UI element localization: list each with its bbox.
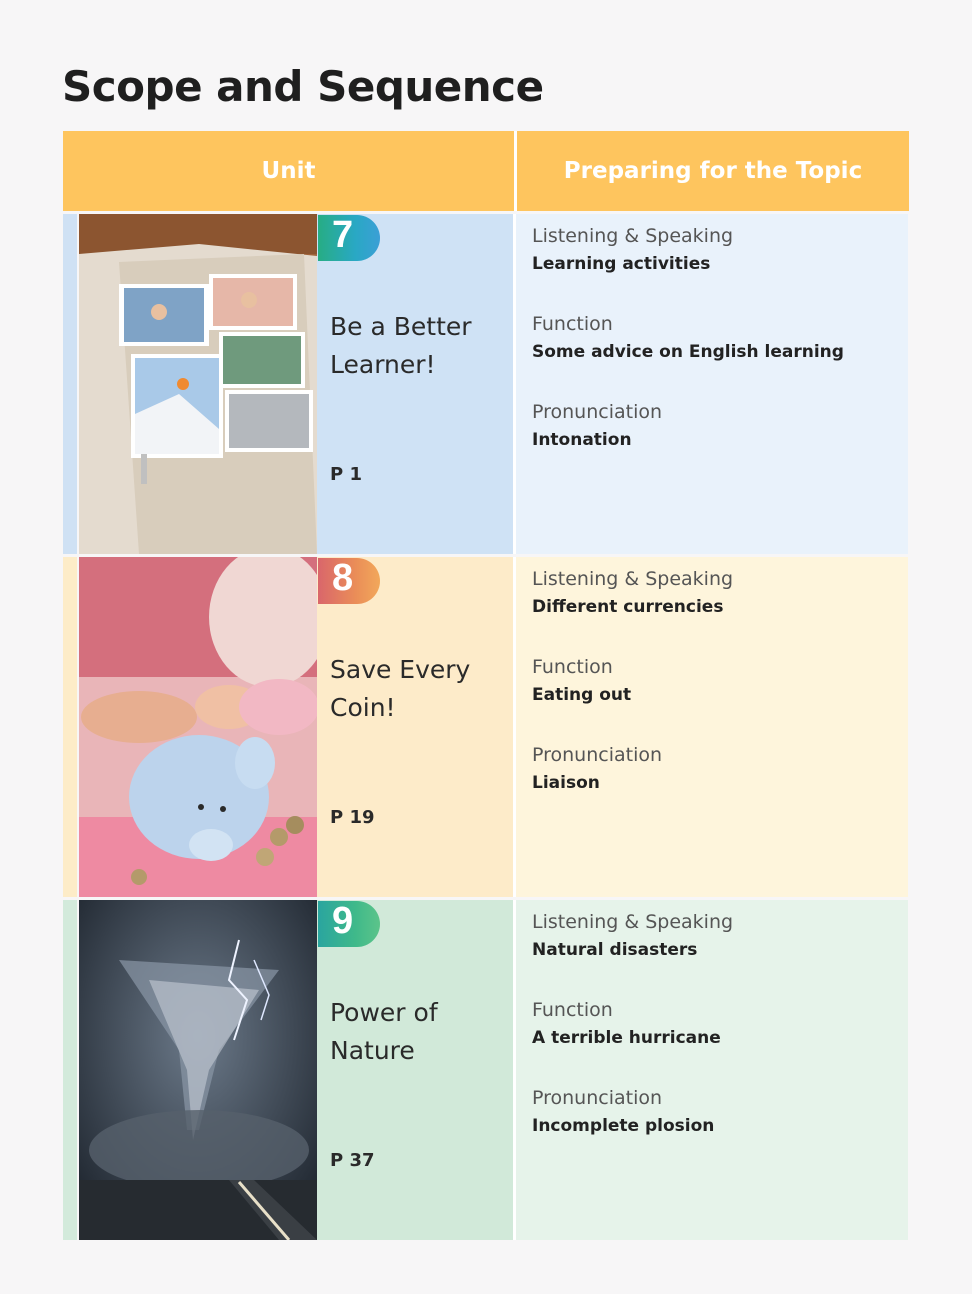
topic-block <box>532 1084 908 1140</box>
topic-value: Liaison <box>532 773 600 793</box>
topic-label: Listening & Speaking <box>532 568 734 590</box>
unit-number: 9 <box>332 900 354 942</box>
unit-page: P 19 <box>330 807 375 828</box>
table-header <box>63 131 909 211</box>
header-topic: Preparing for the Topic <box>517 131 909 211</box>
unit-title: Be a Better Learner! <box>330 312 472 379</box>
unit-image <box>79 214 317 554</box>
topic-block <box>532 398 908 454</box>
topic-value: Eating out <box>532 685 632 705</box>
unit-title: Power of Nature <box>330 998 438 1065</box>
topic-label: Pronunciation <box>532 401 663 423</box>
unit-cell <box>317 214 513 554</box>
topic-block <box>532 908 908 964</box>
topic-value: A terrible hurricane <box>532 1028 721 1048</box>
topic-block <box>532 222 908 278</box>
topic-label: Pronunciation <box>532 1087 663 1109</box>
topic-label: Pronunciation <box>532 744 663 766</box>
unit-cell <box>317 900 513 1240</box>
topic-label: Listening & Speaking <box>532 225 734 247</box>
page-title: Scope and Sequence <box>62 62 544 111</box>
unit-image <box>79 900 317 1240</box>
topic-cell <box>516 214 908 554</box>
topic-value: Natural disasters <box>532 940 698 960</box>
unit-number-badge <box>318 215 380 261</box>
unit-title: Save Every Coin! <box>330 655 471 722</box>
topic-value: Different currencies <box>532 597 724 617</box>
table-row <box>63 214 909 554</box>
table-row <box>63 557 909 897</box>
topic-block <box>532 996 908 1052</box>
topic-block <box>532 653 908 709</box>
header-unit: Unit <box>63 131 514 211</box>
topic-block <box>532 741 908 797</box>
table-row <box>63 900 909 1240</box>
unit-page: P 37 <box>330 1150 375 1171</box>
unit-page: P 1 <box>330 464 362 485</box>
unit-number: 8 <box>332 557 354 599</box>
unit-number-badge <box>318 901 380 947</box>
topic-block <box>532 310 908 366</box>
topic-value: Some advice on English learning <box>532 342 844 362</box>
topic-block <box>532 565 908 621</box>
unit-number: 7 <box>332 214 354 256</box>
unit-cell <box>317 557 513 897</box>
topic-cell <box>516 557 908 897</box>
topic-label: Listening & Speaking <box>532 911 734 933</box>
scope-table <box>63 131 909 1240</box>
topic-cell <box>516 900 908 1240</box>
topic-label: Function <box>532 999 613 1021</box>
unit-number-badge <box>318 558 380 604</box>
topic-value: Intonation <box>532 430 632 450</box>
topic-label: Function <box>532 656 613 678</box>
topic-value: Learning activities <box>532 254 711 274</box>
unit-image <box>79 557 317 897</box>
topic-value: Incomplete plosion <box>532 1116 715 1136</box>
topic-label: Function <box>532 313 613 335</box>
